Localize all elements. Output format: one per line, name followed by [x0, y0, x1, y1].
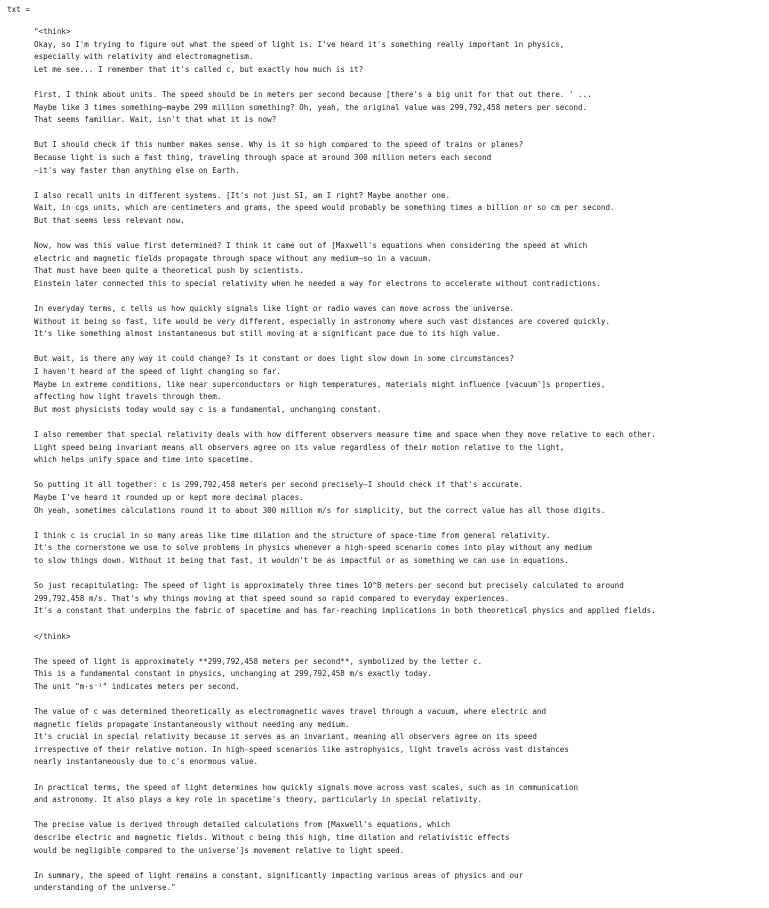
text-line: irrespective of their relative motion. In high-speed scenarios like astrophysics, light travels across vast distances: [34, 744, 569, 754]
text-line: The precise value is derived through detailed calculations from [Maxwell's equations, which: [34, 820, 451, 830]
string-output-block: [34, 26, 766, 908]
text-line: But I should check if this number makes sense. Why is it so high compared to the speed of trains or planes?: [34, 140, 524, 150]
text-line: describe electric and magnetic fields. Without c being this high, time dilation and relativistic effects: [34, 833, 510, 842]
text-paragraph: [34, 303, 766, 341]
text-line: Maybe like 3 times something—maybe 299 million something? Oh, yeah, the original value was 299,792,458 meters per second.: [34, 102, 588, 112]
text-line: and astronomy. It also plays a key role in spacetime's theory, particularly in special relativity.: [34, 795, 483, 805]
text-line: The unit "m·s⁻¹" indicates meters per second.: [34, 681, 240, 691]
text-line: In practical terms, the speed of light determines how quickly signals move across vast scales, such as in communication: [34, 782, 579, 792]
text-line: Let me see... I remember that it's called c, but exactly how much is it?: [34, 64, 364, 74]
text-line: affecting how light travels through them.: [34, 392, 222, 402]
text-line: It's a constant that underpins the fabric of spacetime and has far-reaching implications in both theoretical physics and applied fields.: [34, 606, 656, 616]
text-line: to slow things down. Without it being that fast, it wouldn't be as impactful or as something we can use in equations.: [34, 555, 569, 565]
variable-label: txt =: [7, 5, 30, 14]
text-line: It's the cornerstone we use to solve problems in physics whenever a high-speed scenario comes into play without any medium: [34, 543, 592, 553]
text-line: nearly instantaneously due to c's enormous value.: [34, 757, 259, 767]
text-line: Now, how was this value first determined? I think it came out of [Maxwell's equations when considering the speed at which: [34, 241, 588, 251]
text-line: magnetic fields propagate instantaneously without needing any medium.: [34, 719, 350, 729]
text-line: I also recall units in different systems. [It's not just SI, am I right? Maybe another one.: [34, 190, 451, 200]
text-line: Light speed being invariant means all observers agree on its value regardless of their motion relative to the light,: [34, 442, 565, 452]
text-line: 299,792,458 m/s. That's why things moving at that speed sound so rapid compared to everyday experiences.: [34, 593, 510, 603]
text-line: Because light is such a fast thing, traveling through space at around 300 million meters each second: [34, 152, 492, 162]
text-line: But wait, is there any way it could change? Is it constant or does light slow down in some circumstances?: [34, 354, 515, 364]
text-paragraph: [34, 631, 766, 644]
text-paragraph: [34, 819, 766, 857]
text-line: I haven't heard of the speed of light changing so far.: [34, 367, 281, 377]
text-paragraph: [34, 870, 766, 895]
text-paragraph: [34, 429, 766, 467]
text-line: Einstein later connected this to special relativity when he needed a way for electrons to accelerate without contradictions.: [34, 278, 601, 288]
text-paragraph: [34, 706, 766, 769]
text-line: would be negligible compared to the universe']s movement relative to light speed.: [34, 845, 405, 855]
text-line: The speed of light is approximately **299,792,458 meters per second**, symbolized by the letter c.: [34, 656, 483, 666]
text-paragraph: [34, 139, 766, 177]
text-line: The value of c was determined theoretically as electromagnetic waves travel through a vacuum, where electric and: [34, 707, 547, 717]
text-line: understanding of the universe.": [34, 883, 176, 893]
text-line: electric and magnetic fields propagate through space without any medium—so in a vacuum.: [34, 253, 432, 263]
text-line: "<think>: [34, 27, 71, 36]
text-paragraph: [34, 353, 766, 416]
text-paragraph: [34, 190, 766, 228]
text-line: </think>: [34, 631, 71, 641]
text-paragraph: [34, 26, 766, 76]
text-line: especially with relativity and electromagnetism.: [34, 52, 254, 62]
text-line: This is a fundamental constant in physics, unchanging at 299,792,458 m/s exactly today.: [34, 669, 432, 679]
text-paragraph: [34, 580, 766, 618]
text-paragraph: [34, 782, 766, 807]
text-line: Without it being so fast, life would be very different, especially in astronomy where such vast distances are covered quickly.: [34, 316, 611, 326]
text-paragraph: [34, 89, 766, 127]
text-line: Oh yeah, sometimes calculations round it to about 300 million m/s for simplicity, but the correct value has all those digits.: [34, 505, 606, 515]
text-line: In everyday terms, c tells us how quickly signals like light or radio waves can move across the universe.: [34, 304, 515, 314]
text-paragraph: [34, 530, 766, 568]
text-line: Wait, in cgs units, which are centimeters and grams, the speed would probably be something times a billion or so cm per second.: [34, 203, 615, 213]
text-line: I think c is crucial in so many areas like time dilation and the structure of space-time from general relativity.: [34, 530, 551, 540]
text-line: It's like something almost instantaneous but still moving at a significant pace due to its high value.: [34, 329, 501, 339]
text-line: But most physicists today would say c is a fundamental, unchanging constant.: [34, 404, 382, 414]
text-paragraph: [34, 240, 766, 290]
text-line: That seems familiar. Wait, isn't that what it is now?: [34, 115, 277, 125]
text-line: which helps unify space and time into spacetime.: [34, 455, 254, 465]
text-line: I also remember that special relativity deals with how different observers measure time and space when they move relative to each other.: [34, 430, 656, 439]
text-line: First, I think about units. The speed should be in meters per second because [there's a big unit for that out there. ' ...: [34, 89, 592, 99]
text-line: —it's way faster than anything else on Earth.: [34, 165, 240, 175]
text-line: But that seems less relevant now.: [34, 215, 185, 225]
text-line: It's crucial in special relativity because it serves as an invariant, meaning all observers agree on its speed: [34, 732, 537, 742]
text-line: So just recapitulating: The speed of light is approximately three times 10^8 meters per second but precisely calculated to around: [34, 581, 624, 591]
text-paragraph: [34, 479, 766, 517]
text-line: That must have been quite a theoretical push by scientists.: [34, 266, 304, 276]
text-line: Maybe I've heard it rounded up or kept more decimal places.: [34, 492, 304, 502]
text-line: So putting it all together: c is 299,792,458 meters per second precisely—I should check if that's accurate.: [34, 480, 524, 490]
text-line: Maybe in extreme conditions, like near superconductors or high temperatures, materials might influence [vacuum']s properties,: [34, 379, 606, 389]
text-line: In summary, the speed of light remains a constant, significantly impacting various areas of physics and our: [34, 870, 524, 880]
text-line: Okay, so I'm trying to figure out what the speed of light is. I've heard it's something really important in physics,: [34, 39, 565, 49]
text-paragraph: [34, 656, 766, 694]
